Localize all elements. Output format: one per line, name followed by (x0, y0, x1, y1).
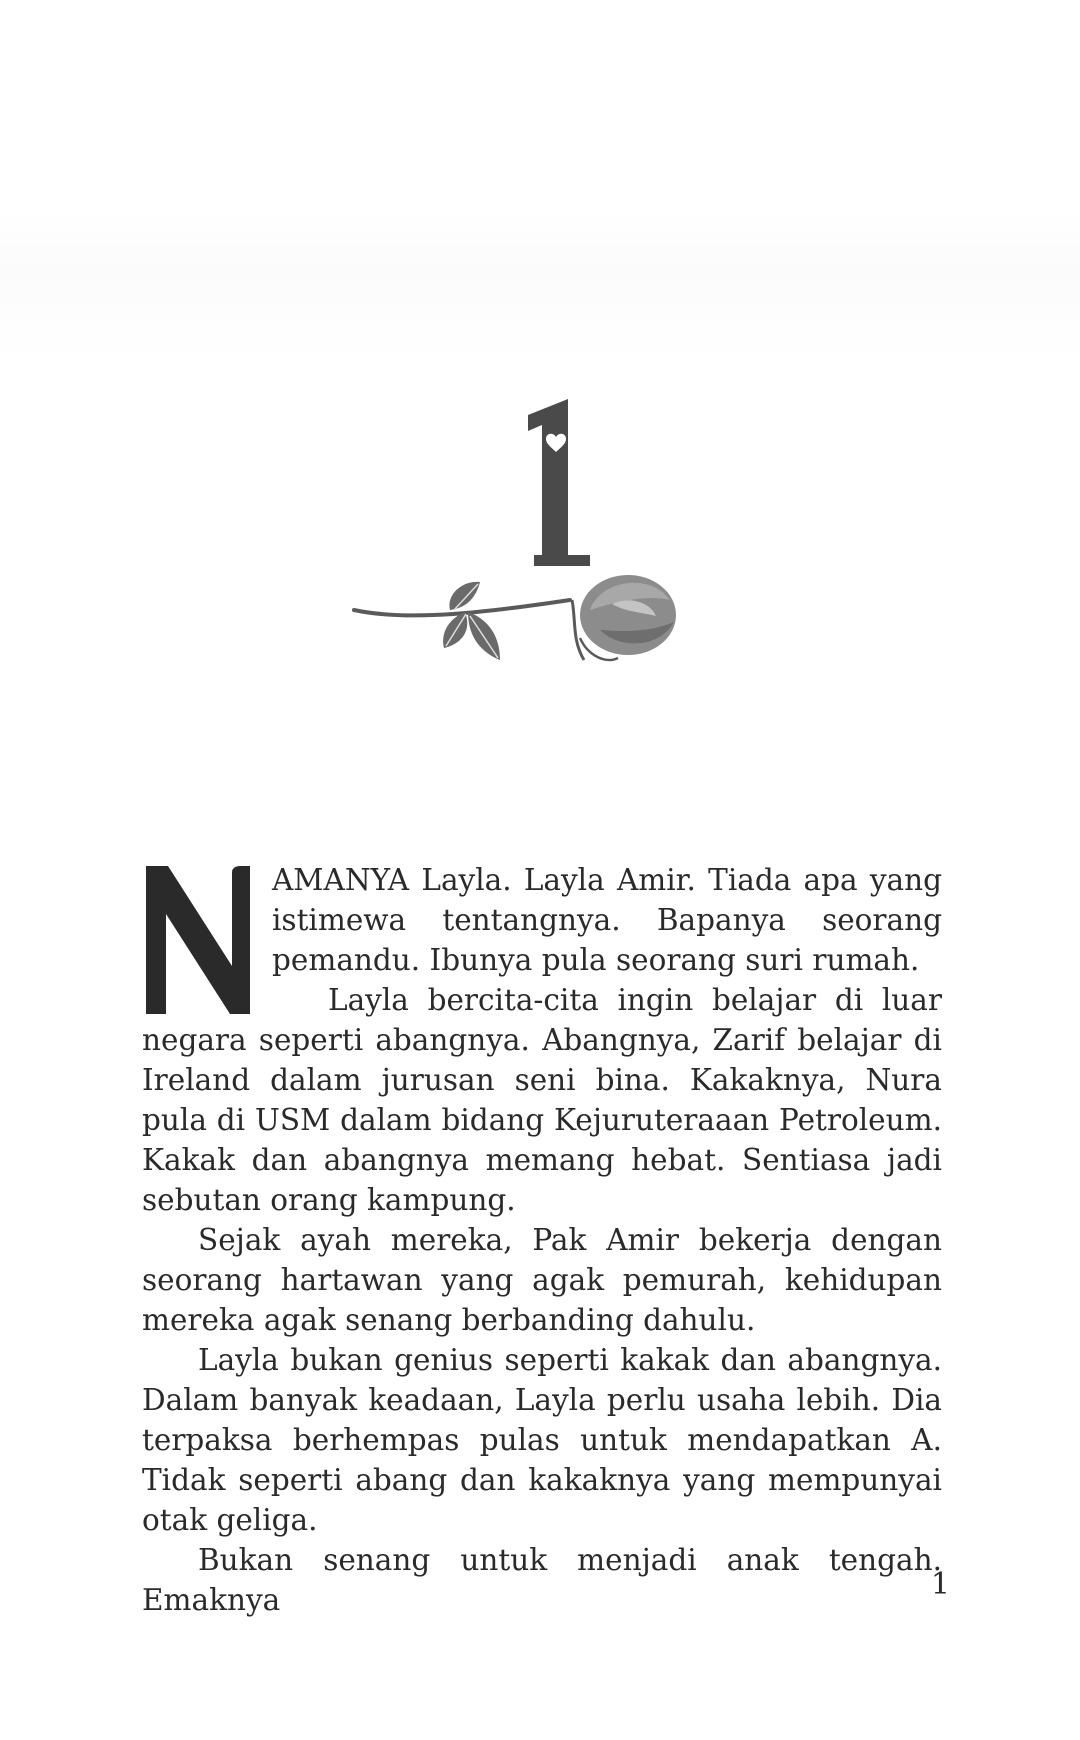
paragraph-4: Layla bukan genius seperti kakak dan abangnya. Dalam banyak keadaan, Layla perlu usaha lebih. Dia terpaksa berhempas pulas untuk mendapatkan A. Tidak seperti abang dan kakaknya yang mempunyai otak geliga. (142, 1343, 942, 1537)
page-shading (0, 210, 1080, 360)
paragraph-5: Bukan senang untuk menjadi anak tengah. Emaknya (142, 1543, 942, 1617)
paragraph-3: Sejak ayah mereka, Pak Amir bekerja dengan seorang hartawan yang agak pemurah, kehidupan mereka agak senang berbanding dahulu. (142, 1223, 942, 1337)
chapter-number (490, 395, 600, 570)
paragraph-2: Layla bercita-cita ingin belajar di luar negara seperti abangnya. Abangnya, Zarif belajar di Ireland dalam jurusan seni bina. Kakaknya, Nura pula di USM dalam bidang Kejuruteraaan Petroleum. Kakak dan abangnya memang hebat. Sentiasa jadi sebutan orang kampung. (142, 983, 942, 1217)
page-number: 1 (930, 1567, 950, 1602)
rose-icon (350, 560, 690, 675)
chapter-body (142, 860, 942, 1620)
dropcap-letter (142, 866, 254, 1014)
paragraph-1: AMANYA Layla. Layla Amir. Tiada apa yang istimewa tentangnya. Bapanya seorang pemandu. Ibunya pula seorang suri rumah. (272, 863, 942, 977)
chapter-number-glyph (528, 399, 590, 566)
dropcap-glyph (146, 866, 250, 1014)
